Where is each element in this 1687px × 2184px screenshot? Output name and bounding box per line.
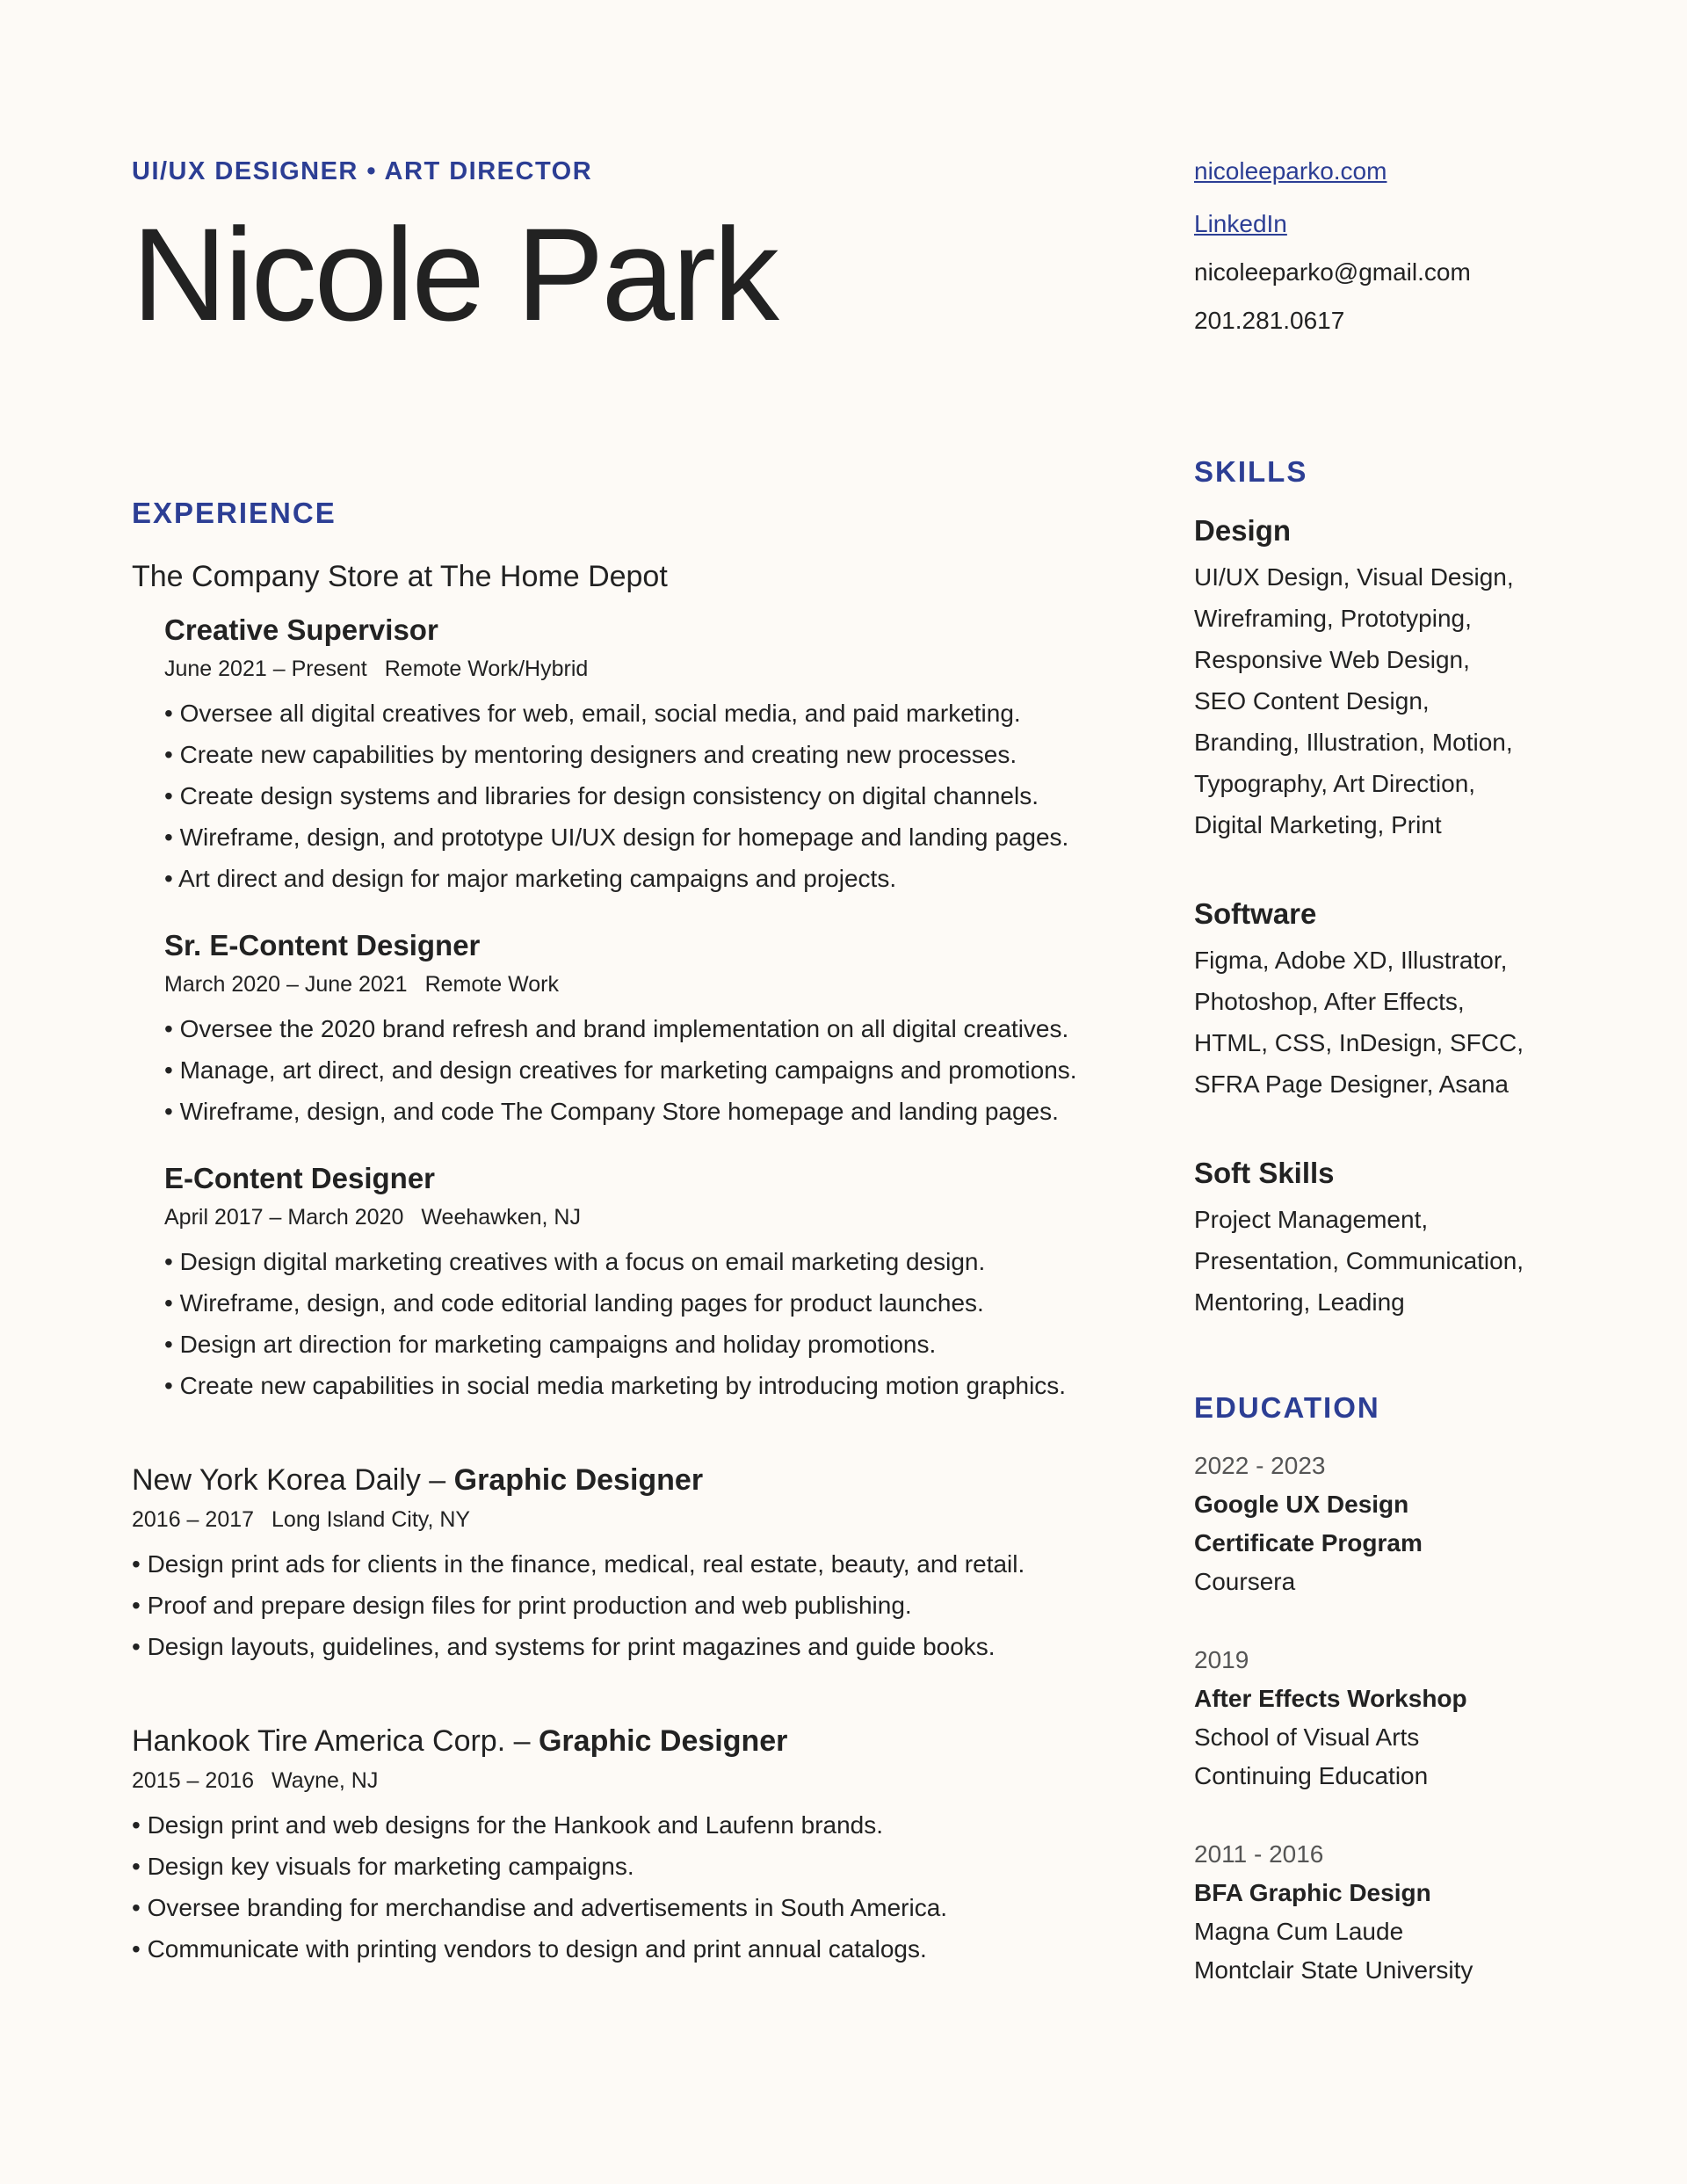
company-name: New York Korea Daily (132, 1463, 421, 1497)
phone-text: 201.281.0617 (1194, 307, 1345, 334)
list-item: • Communicate with printing vendors to design and print annual catalogs. (132, 1935, 927, 1963)
skill-line: SFRA Page Designer, Asana (1194, 1070, 1509, 1098)
role-dates: March 2020 – June 2021 (164, 972, 408, 997)
role-location: Long Island City, NY (272, 1507, 471, 1532)
role-title: Sr. E-Content Designer (164, 929, 481, 961)
role-sr-e-content-designer (164, 925, 1160, 1132)
list-item: • Design print ads for clients in the finance, medical, real estate, beauty, and retail. (132, 1550, 1025, 1578)
company-heading (132, 1720, 1160, 1762)
list-item: • Wireframe, design, and code The Company Store homepage and landing pages. (164, 1098, 1059, 1125)
education-degree: After Effects Workshop (1194, 1685, 1467, 1712)
heading-separator: – (420, 1463, 454, 1497)
role-location: Wayne, NJ (272, 1768, 379, 1793)
education-school: School of Visual Arts (1194, 1723, 1420, 1751)
role-meta (164, 969, 1160, 999)
skill-line: SEO Content Design, (1194, 687, 1430, 715)
skill-list (1194, 556, 1651, 845)
bullet-list (164, 1008, 1160, 1132)
list-item: • Oversee the 2020 brand refresh and brand implementation on all digital creatives. (164, 1015, 1069, 1042)
role-meta (164, 1202, 1160, 1232)
skill-list (1194, 940, 1651, 1105)
bullet-list (132, 1543, 1160, 1667)
education-item-montclair (1194, 1835, 1651, 1990)
skill-line: Project Management, (1194, 1206, 1429, 1233)
skill-line: Responsive Web Design, (1194, 646, 1470, 673)
list-item: • Design key visuals for marketing campaigns. (132, 1853, 634, 1880)
list-item: • Manage, art direct, and design creatives for marketing campaigns and promotions. (164, 1056, 1077, 1084)
skill-group-software (1194, 894, 1651, 1105)
role-location: Remote Work (424, 972, 559, 997)
role-location: Remote Work/Hybrid (384, 657, 589, 681)
role-title: E-Content Designer (164, 1162, 436, 1194)
skill-group-design (1194, 511, 1651, 845)
skill-line: Presentation, Communication, (1194, 1247, 1524, 1274)
role-title: Creative Supervisor (164, 613, 438, 646)
skill-line: Typography, Art Direction, (1194, 770, 1476, 797)
skill-line: Mentoring, Leading (1194, 1288, 1405, 1316)
list-item: • Create new capabilities by mentoring designers and creating new processes. (164, 741, 1017, 768)
education-years: 2019 (1194, 1646, 1249, 1673)
education-item-sva (1194, 1641, 1651, 1796)
role-creative-supervisor (164, 610, 1160, 899)
company-name: The Company Store at The Home Depot (132, 560, 668, 593)
heading-separator: – (505, 1724, 539, 1758)
education-school: Montclair State University (1194, 1956, 1473, 1984)
job-the-company-store (132, 555, 1160, 1406)
company-name: Hankook Tire America Corp. (132, 1724, 506, 1758)
list-item: • Design print and web designs for the Hankook and Laufenn brands. (132, 1811, 884, 1839)
skill-line: UI/UX Design, Visual Design, (1194, 563, 1514, 591)
right-column (1194, 154, 1651, 1990)
email-text: nicoleeparko@gmail.com (1194, 258, 1471, 286)
education-years: 2011 - 2016 (1194, 1840, 1324, 1868)
skill-line: HTML, CSS, InDesign, SFCC, (1194, 1029, 1524, 1056)
tagline: UI/UX DESIGNER • ART DIRECTOR (132, 157, 593, 185)
education-degree: Certificate Program (1194, 1529, 1423, 1556)
role-meta (132, 1766, 1160, 1796)
skill-group-heading: Design (1194, 514, 1292, 547)
skill-line: Photoshop, After Effects, (1194, 988, 1465, 1015)
job-hankook-tire (132, 1720, 1160, 1970)
list-item: • Design art direction for marketing campaigns and holiday promotions. (164, 1331, 937, 1358)
experience-heading: EXPERIENCE (132, 497, 337, 529)
skill-line: Branding, Illustration, Motion, (1194, 729, 1513, 756)
list-item: • Create new capabilities in social media marketing by introducing motion graphics. (164, 1372, 1067, 1399)
role-title: Graphic Designer (538, 1724, 788, 1758)
education-years: 2022 - 2023 (1194, 1452, 1326, 1479)
role-meta (132, 1505, 1160, 1535)
left-column (132, 154, 1160, 1970)
education-degree: BFA Graphic Design (1194, 1879, 1431, 1906)
bullet-list (164, 693, 1160, 899)
list-item: • Design layouts, guidelines, and systems for print magazines and guide books. (132, 1633, 996, 1660)
list-item: • Art direct and design for major marketing campaigns and projects. (164, 865, 897, 892)
role-dates: April 2017 – March 2020 (164, 1205, 404, 1230)
skill-group-soft-skills (1194, 1153, 1651, 1323)
page-title: Nicole Park (132, 200, 777, 348)
education-school: Magna Cum Laude (1194, 1918, 1404, 1945)
education-degree: Google UX Design (1194, 1491, 1409, 1518)
company-heading (132, 1459, 1160, 1501)
list-item: • Wireframe, design, and code editorial landing pages for product launches. (164, 1289, 984, 1317)
education-school: Continuing Education (1194, 1762, 1429, 1789)
skill-group-heading: Software (1194, 897, 1317, 930)
job-new-york-korea-daily (132, 1459, 1160, 1667)
role-dates: June 2021 – Present (164, 657, 367, 681)
bullet-list (164, 1241, 1160, 1406)
education-item-google (1194, 1447, 1651, 1601)
role-e-content-designer (164, 1158, 1160, 1406)
bullet-list (132, 1804, 1160, 1970)
list-item: • Wireframe, design, and prototype UI/UX design for homepage and landing pages. (164, 824, 1069, 851)
linkedin-link[interactable]: LinkedIn (1194, 210, 1287, 237)
skill-group-heading: Soft Skills (1194, 1157, 1335, 1189)
skill-line: Figma, Adobe XD, Illustrator, (1194, 947, 1508, 974)
website-link[interactable]: nicoleeparko.com (1194, 157, 1387, 185)
education-heading: EDUCATION (1194, 1391, 1380, 1424)
skill-line: Digital Marketing, Print (1194, 811, 1442, 838)
list-item: • Design digital marketing creatives with a focus on email marketing design. (164, 1248, 986, 1275)
list-item: • Create design systems and libraries for design consistency on digital channels. (164, 782, 1039, 809)
role-location: Weehawken, NJ (421, 1205, 581, 1230)
list-item: • Proof and prepare design files for print production and web publishing. (132, 1592, 912, 1619)
role-dates: 2016 – 2017 (132, 1507, 255, 1532)
role-meta (164, 654, 1160, 684)
skill-list (1194, 1199, 1651, 1323)
education-school: Coursera (1194, 1568, 1296, 1595)
list-item: • Oversee branding for merchandise and advertisements in South America. (132, 1894, 948, 1921)
role-dates: 2015 – 2016 (132, 1768, 255, 1793)
skills-heading: SKILLS (1194, 455, 1308, 488)
skill-line: Wireframing, Prototyping, (1194, 605, 1472, 632)
role-title: Graphic Designer (453, 1463, 704, 1497)
list-item: • Oversee all digital creatives for web, email, social media, and paid marketing. (164, 700, 1021, 727)
